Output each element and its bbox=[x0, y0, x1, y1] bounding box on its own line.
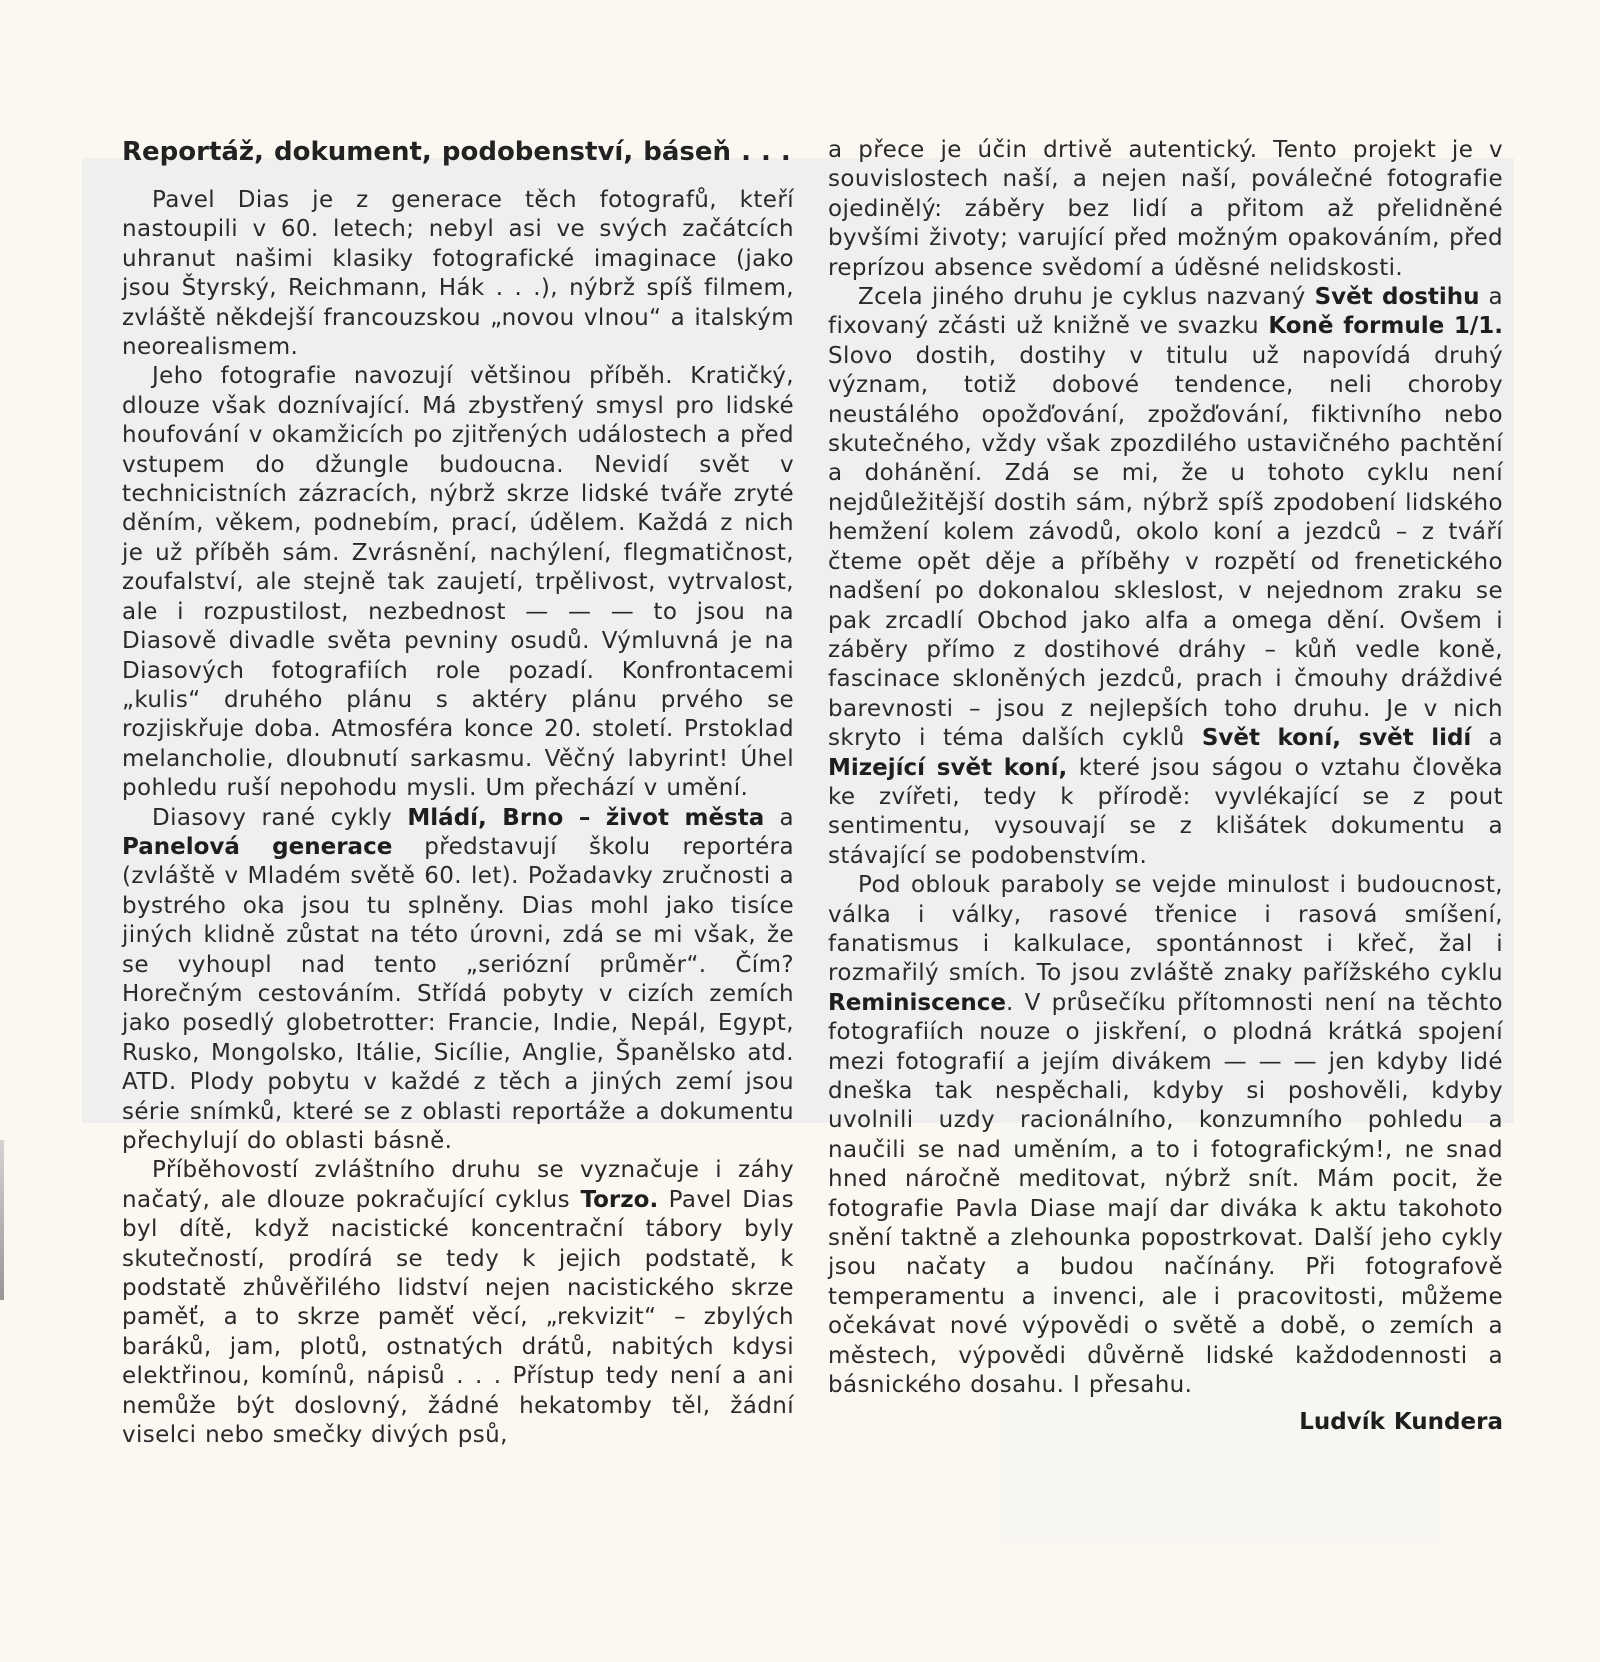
book-title: Koně formule 1/1. bbox=[1268, 313, 1504, 340]
left-column bbox=[122, 136, 794, 1450]
cycle-title: Panelová generace bbox=[122, 833, 393, 860]
text-run: Slovo dostih, dostihy v titulu už napovídá druhý význam, totiž dobové tendence, neli choroby neustálého opožďování, zpožďování, fiktivního nebo skutečného, vždy však zpozdilého ustavičného pachtění a dohánění. Zdá se mi, že u tohoto cyklu není nejdůležitější dostih sám, nýbrž spíš zpodobení lidského hemžení kolem závodů, okolo koní a jezdců – z tváří čteme opět děje a příběhy v rozpětí od frenetického nadšení po dokonalou skleslost, v nejednom zraku se pak zrcadlí Obchod jako alfa a omega dění. Ovšem i záběry přímo z dostihové dráhy – kůň vedle koně, fascinace skloněných jezdců, prach i čmouhy dráždivé barevnosti – jsou z nejlepších toho druhu. Je v nich skryto i téma dalších cyklů bbox=[828, 342, 1503, 752]
cycle-title: Svět dostihu bbox=[1314, 284, 1480, 311]
article-title: Reportáž, dokument, podobenství, báseň . . . bbox=[122, 137, 791, 167]
text-run: a bbox=[1471, 725, 1503, 752]
text-run: představují školu reportéra (zvláště v Mladém světě 60. let). Požadavky zručnosti a bystrého oka jsou tu splněny. Dias mohl jako tisíce jiných klidně zůstat na této úrovni, zdá se mi však, že se vyhoupl nad tento „seriózní průměr“. Čím? Horečným cestováním. Střídá pobyty v cizích zemích jako posedlý globetrotter: Francie, Indie, Nepál, Egypt, Rusko, Mongolsko, Itálie, Sicílie, Anglie, Španělsko atd. ATD. Plody pobytu v každé z těch a jiných zemí jsou série snímků, které se z oblasti reportáže a dokumentu přechylují do oblasti básně. bbox=[122, 833, 794, 1154]
paragraph: Pavel Dias je z generace těch fotografů, kteří nastoupili v 60. letech; nebyl asi ve svých začátcích uhranut našimi klasiky fotografické imaginace (jako jsou Štyrský, Reichmann, Hák . . .), nýbrž spíš filmem, zvláště někdejší francouzskou „novou vlnou“ a italským neorealismem. bbox=[122, 187, 794, 361]
cycle-title: Reminiscence bbox=[828, 989, 1006, 1016]
paragraph bbox=[828, 871, 1503, 1400]
text-run: které jsou ságou o vztahu člověka ke zvířeti, tedy k přírodě: vyvlékající se z pout sentimentu, vysouvají se z klišátek dokumentu a stávající se podobenstvím. bbox=[828, 754, 1503, 869]
cycle-title: Torzo. bbox=[580, 1186, 659, 1213]
cycle-title: Svět koní, svět lidí bbox=[1201, 725, 1472, 752]
paragraph bbox=[122, 804, 794, 1157]
paragraph: a přece je účin drtivě autentický. Tento projekt je v souvislostech naší, a nejen naší, poválečné fotografie ojedinělý: záběry bez lidí a přitom až přelidněné byvšími životy; varující před možným opakováním, před reprízou absence svědomí a úděsné nelidskosti. bbox=[828, 137, 1503, 281]
text-run: a fixovaný zčásti už knižně ve svazku bbox=[828, 284, 1503, 340]
right-column bbox=[828, 136, 1503, 1438]
paragraph: Jeho fotografie navozují většinou příběh. Kratičký, dlouze však doznívající. Má zbystřený smysl pro lidské houfování v okamžicích po zjitřených událostech a před vstupem do džungle budoucna. Nevidí svět v technicistních zázracích, nýbrž skrze lidské tváře zryté děním, věkem, podnebím, prací, údělem. Každá z nich je už příběh sám. Zvrásnění, nachýlení, flegmatičnost, zoufalství, ale stejně tak zaujetí, trpělivost, vytrvalost, ale i rozpustilost, nezbednost — — — to jsou na Diasově divadle světa pevniny osudů. Výmluvná je na Diasových fotografiích role pozadí. Konfrontacemi „kulis“ druhého plánu s aktéry plánu prvého se rozjiskřuje doba. Atmosféra konce 20. století. Prstoklad melancholie, dloubnutí sarkasmu. Věčný labyrint! Úhel pohledu ruší nepohodu mysli. Um přechází v umění. bbox=[122, 363, 794, 802]
paragraph bbox=[828, 283, 1503, 871]
text-run: . V průsečíku přítomnosti není na těchto fotografiích nouze o jiskření, o plodná krátká spojení mezi fotografií a jejím divákem — — — jen kdyby lidé dneška tak nespěchali, kdyby si poshověli, kdyby uvolnili uzdy racionálního, konzumního pohledu a naučili se nad uměním, a to i fotografickým!, ne snad hned náročně meditovat, nýbrž snít. Mám pocit, že fotografie Pavla Diase mají dar diváka k aktu takohoto snění taktně a zlehounka popostrkovat. Další jeho cykly jsou načaty a budou načínány. Při fotografově temperamentu a invenci, ale i pracovitosti, můžeme očekávat nové výpovědi o světě a době, o zemích a městech, výpovědi důvěrně lidské každodennosti a básnického dosahu. I přesahu. bbox=[828, 989, 1503, 1399]
text-run: Zcela jiného druhu je cyklus nazvaný bbox=[858, 284, 1315, 311]
cycle-title: Mládí, Brno – život města bbox=[407, 804, 765, 831]
text-run: Příběhovostí zvláštního druhu se vyznačuje i záhy načatý, ale dlouze pokračující cyklus bbox=[122, 1157, 794, 1213]
author-signature: Ludvík Kundera bbox=[1299, 1409, 1503, 1436]
text-run: a bbox=[764, 804, 794, 831]
text-run: Pavel Dias byl dítě, když nacistické koncentrační tábory byly skutečností, prodírá se tedy k jejich podstatě, k podstatě zhůvěřilého lidství nejen nacistického skrze paměť, a to skrze paměť věcí, „rekvizit“ – zbylých baráků, jam, plotů, ostnatých drátů, nabitých kdysi elektřinou, komínů, nápisů . . . Přístup tedy není a ani nemůže být doslovný, žádné hekatomby těl, žádní viselci nebo smečky divých psů, bbox=[122, 1186, 794, 1449]
cycle-title: Mizející svět koní, bbox=[828, 754, 1068, 781]
paragraph bbox=[122, 1156, 794, 1450]
text-run: Pod oblouk paraboly se vejde minulost i budoucnost, válka i války, rasové třenice i rasová smíšení, fanatismus i kalkulace, spontánnost i křeč, žal i rozmařilý smích. To jsou zvláště znaky pařížského cyklu bbox=[828, 872, 1503, 987]
text-run: Diasovy rané cykly bbox=[152, 804, 408, 831]
